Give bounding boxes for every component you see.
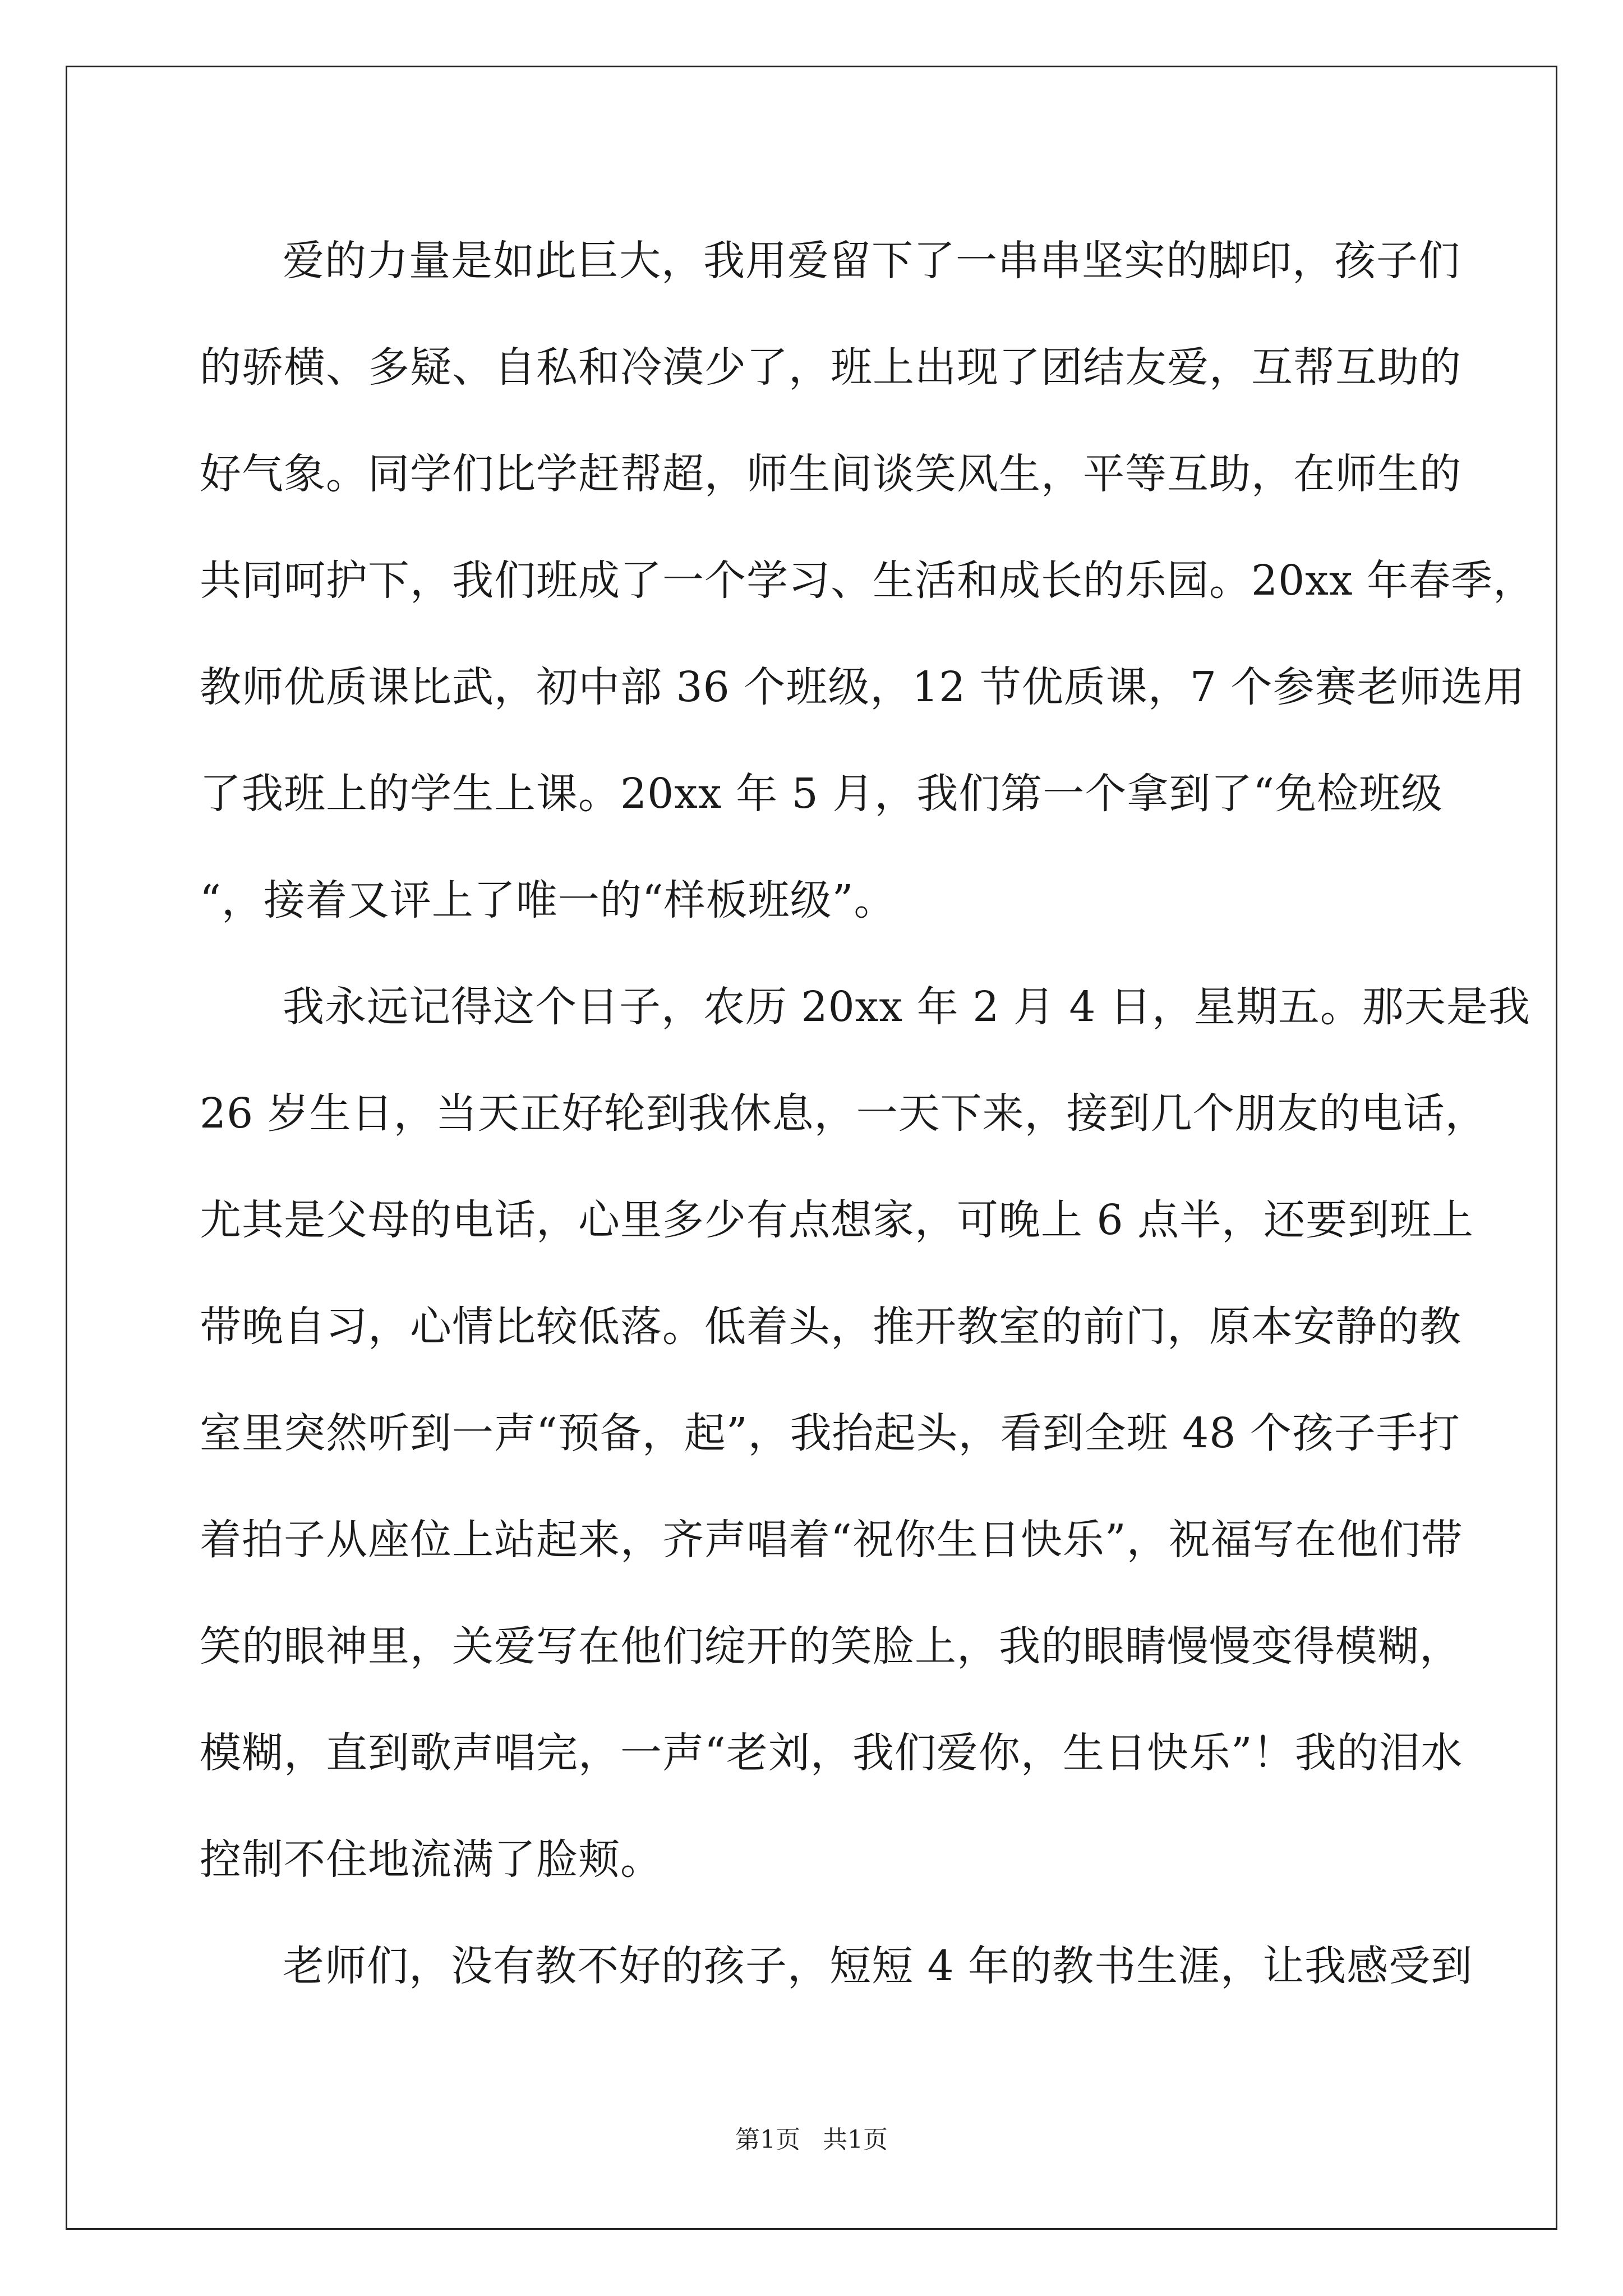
- paragraph-line: 模糊，直到歌声唱完，一声“老刘，我们爱你，生日快乐”！我的泪水: [200, 1729, 1463, 1777]
- paragraph-line: 共同呵护下，我们班成了一个学习、生活和成长的乐园。20xx 年春季，: [200, 556, 1536, 605]
- document-body: [200, 208, 1536, 2019]
- page-number-current: 第1页: [735, 2125, 800, 2154]
- paragraph-line: 尤其是父母的电话，心里多少有点想家，可晚上 6 点半，还要到班上: [200, 1196, 1474, 1244]
- paragraph-line: 笑的眼神里，关爱写在他们绽开的笑脸上，我的眼睛慢慢变得模糊，: [200, 1622, 1461, 1671]
- paragraph-line: 的骄横、多疑、自私和冷漠少了，班上出现了团结友爱，互帮互助的: [200, 343, 1461, 392]
- paragraph-line: 室里突然听到一声“预备，起”，我抬起头，看到全班 48 个孩子手打: [200, 1409, 1460, 1457]
- paragraph-line: 爱的力量是如此巨大，我用爱留下了一串串坚实的脚印，孩子们: [283, 237, 1460, 285]
- paragraph-line: 我永远记得这个日子，农历 20xx 年 2 月 4 日，星期五。那天是我: [283, 983, 1530, 1031]
- paragraph-line: 老师们，没有教不好的孩子，短短 4 年的教书生涯，让我感受到: [283, 1942, 1473, 1990]
- paragraph-line: 带晚自习，心情比较低落。低着头，推开教室的前门，原本安静的教: [200, 1303, 1461, 1351]
- page-footer: [0, 2123, 1623, 2157]
- paragraph-line: 26 岁生日，当天正好轮到我休息，一天下来，接到几个朋友的电话，: [200, 1089, 1487, 1138]
- paragraph-line: 了我班上的学生上课。20xx 年 5 月，我们第一个拿到了“免检班级: [200, 770, 1444, 818]
- page-number-total: 共1页: [823, 2125, 888, 2154]
- paragraph-line: 着拍子从座位上站起来，齐声唱着“祝你生日快乐”，祝福写在他们带: [200, 1516, 1463, 1564]
- paragraph-line: 控制不住地流满了脸颊。: [200, 1835, 662, 1884]
- paragraph-line: “，接着又评上了唯一的“样板班级”。: [200, 876, 896, 924]
- paragraph-line: 好气象。同学们比学赶帮超，师生间谈笑风生，平等互助，在师生的: [200, 450, 1461, 498]
- paragraph-line: 教师优质课比武，初中部 36 个班级，12 节优质课，7 个参赛老师选用: [200, 663, 1525, 711]
